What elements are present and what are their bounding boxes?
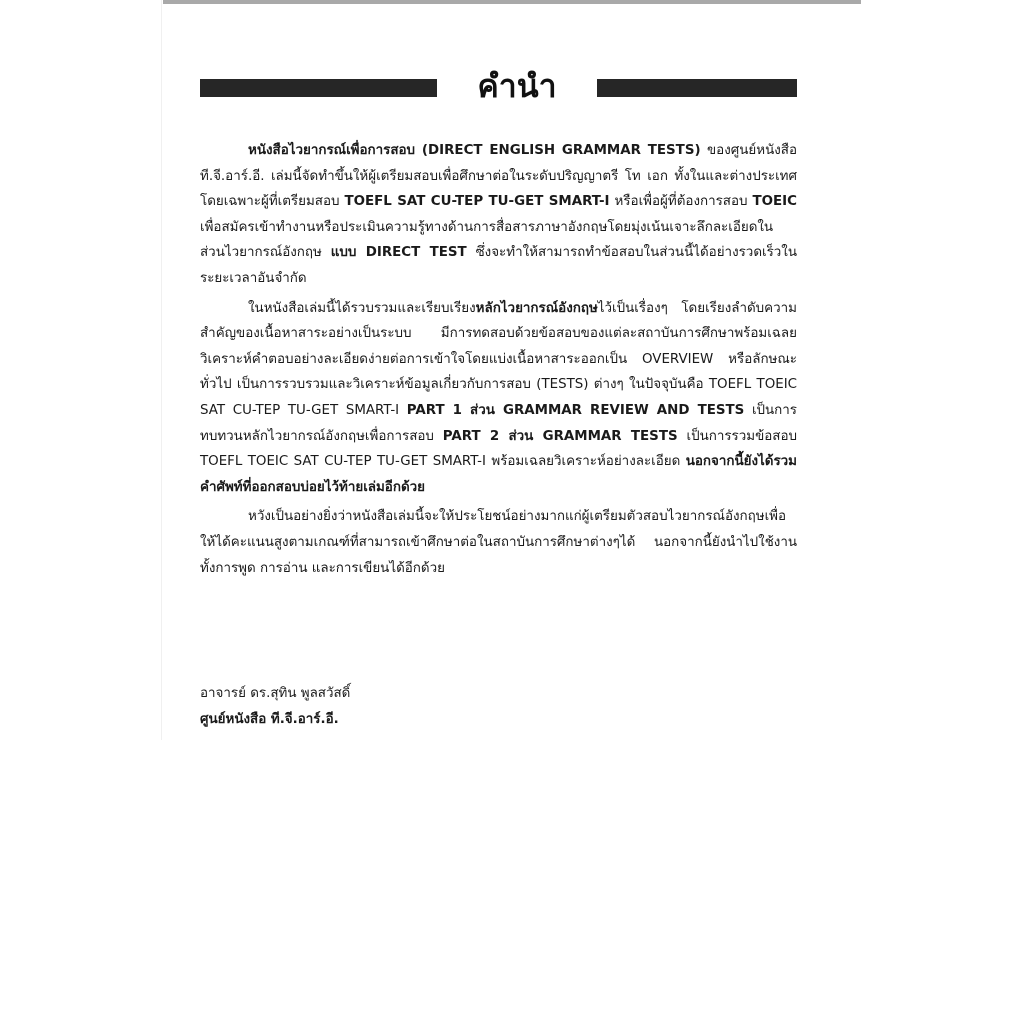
p2-seg-6: เป็นการรวมข้อสอบ TOEFL TOEIC SAT CU-TEP TU-GET SMART-I พร้อมเฉลยวิเคราะห์อย่างละเอียด [200, 428, 797, 470]
document-page [162, 4, 862, 1004]
p2-seg-5: PART 2 ส่วน GRAMMAR TESTS [442, 428, 678, 444]
p1-seg-0: หนังสือไวยากรณ์เพื่อการสอบ (DIRECT ENGLISH GRAMMAR TESTS) [248, 143, 701, 158]
p1-seg-2: TOEFL SAT CU-TEP TU-GET SMART-I [344, 194, 610, 210]
p1-seg-7: ซึ่งจะทำให้สามารถทำข้อสอบในส่วนนี้ได้อย่างรวดเร็วในระยะเวลาอันจำกัด [200, 245, 798, 286]
paragraph-3 [200, 504, 797, 581]
p3-seg-0: หวังเป็นอย่างยิ่งว่าหนังสือเล่มนี้จะให้ประโยชน์อย่างมากแก่ผู้เตรียมตัวสอบไวยากรณ์อังกฤษเพื่อให้ได้คะแนนสูงตามเกณฑ์ที่สามารถเข้าศึกษาต่อในสถาบันการศึกษาต่างๆได้ นอกจากนี้ยังนำไปใช้งานทั้งการพูด การอ่าน และการเขียนได้อีกด้วย [200, 509, 797, 576]
paragraph-1 [200, 138, 797, 292]
p1-seg-6: แบบ DIRECT TEST [330, 245, 467, 261]
heading-bar-right [597, 79, 797, 97]
p2-seg-1: หลักไวยากรณ์อังกฤษ [475, 300, 598, 316]
preface-body [200, 138, 797, 585]
p2-seg-2: ไว้เป็นเรื่องๆ โดยเรียงลำดับความสำคัญของเนื้อหาสาระอย่างเป็นระบบ มีการทดสอบด้วยข้อสอบของแต่ละสถาบันการศึกษาพร้อมเฉลยวิเคราะห์คำตอบอย่างละเอียดง่ายต่อการเข้าใจโดยแบ่งเนื้อหาสาระออกเป็น OVERVIEW หรือลักษณะทั่วไป เป็นการรวบรวมและวิเคราะห์ข้อมูลเกี่ยวกับการสอบ (TESTS) ต่างๆ ในปัจจุบันคือ TOEFL TOEIC SAT CU-TEP TU-GET SMART-I [200, 300, 797, 418]
p2-seg-7: นอกจากนี้ยังได้รวมคำศัพท์ที่ออกสอบบ่อยไว้ท้ายเล่มอีกด้วย [200, 454, 797, 495]
heading-bar-left [200, 79, 437, 97]
p1-seg-1: ของศูนย์หนังสือ ที.จี.อาร์.อี. เล่มนี้จัดทำขึ้นให้ผู้เตรียมสอบเพื่อศึกษาต่อในระดับปริญญาตรี โท เอก ทั้งในและต่างประเทศ โดยเฉพาะผู้ที่เตรียมสอบ [200, 143, 797, 210]
page-title: คำนำ [477, 67, 557, 105]
p2-seg-3: PART 1 ส่วน GRAMMAR REVIEW AND TESTS [406, 402, 745, 418]
signature-block [200, 681, 600, 733]
p2-seg-4: เป็นการทบทวนหลักไวยากรณ์อังกฤษเพื่อการสอบ [200, 402, 797, 444]
signature-organization: ศูนย์หนังสือ ที.จี.อาร์.อี. [200, 712, 339, 727]
p1-seg-4: TOEIC [752, 194, 797, 210]
p1-seg-5: เพื่อสมัครเข้าทำงานหรือประเมินความรู้ทางด้านการสื่อสารภาษาอังกฤษโดยมุ่งเน้นเจาะลึกละเอียดในส่วนไวยากรณ์อังกฤษ [200, 219, 774, 261]
paragraph-2 [200, 296, 797, 501]
signature-author: อาจารย์ ดร.สุทิน พูลสวัสดิ์ [200, 686, 351, 701]
heading-row [200, 62, 797, 110]
p1-seg-3: หรือเพื่อผู้ที่ต้องการสอบ [609, 194, 753, 210]
p2-seg-0: ในหนังสือเล่มนี้ได้รวบรวมและเรียบเรียง [248, 300, 476, 316]
